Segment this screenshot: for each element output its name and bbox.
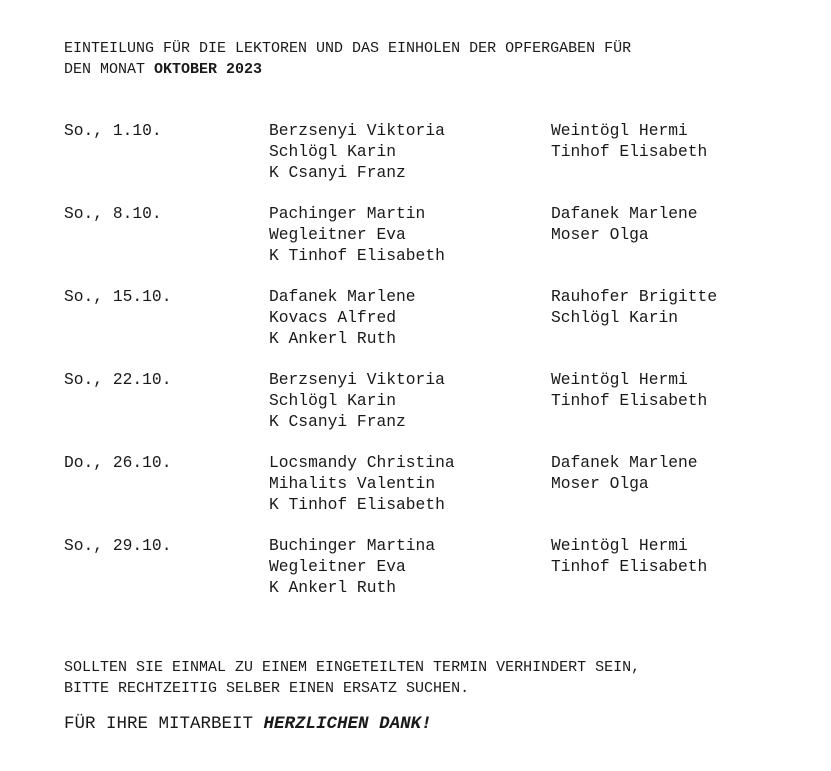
lector-name: Dafanek Marlene	[269, 287, 416, 306]
collector-name: Schlögl Karin	[551, 307, 679, 327]
schedule-list	[64, 121, 784, 619]
closing-emphasis: HERZLICHEN DANK!	[263, 714, 432, 734]
collectors-column	[551, 536, 707, 578]
header-month-prefix: DEN MONAT	[64, 61, 155, 78]
lector-name: Schlögl Karin	[269, 141, 397, 161]
entry-date: So., 29.10.	[64, 536, 172, 555]
entry-date: So., 22.10.	[64, 370, 172, 389]
header-line-1: EINTEILUNG FÜR DIE LEKTOREN UND DAS EINHOLEN DER OPFERGABEN FÜR	[64, 40, 632, 57]
collector-name: Tinhof Elisabeth	[551, 556, 708, 576]
entry-date: So., 1.10.	[64, 121, 162, 140]
collectors-column	[551, 287, 717, 329]
collector-name: Weintögl Hermi	[551, 370, 688, 389]
header-line-2	[64, 59, 631, 80]
entry-date: Do., 26.10.	[64, 453, 172, 472]
closing-prefix: FÜR IHRE MITARBEIT	[64, 714, 264, 734]
schedule-entry	[64, 453, 784, 536]
header-month: OKTOBER 2023	[154, 61, 263, 78]
lector-name: Pachinger Martin	[269, 204, 426, 223]
footer-note	[64, 657, 640, 699]
schedule-entry	[64, 370, 784, 453]
collector-name: Dafanek Marlene	[551, 204, 698, 223]
document-header	[64, 38, 631, 80]
collector-name: Weintögl Hermi	[551, 536, 688, 555]
footer-line-2: BITTE RECHTZEITIG SELBER EINEN ERSATZ SUCHEN.	[64, 680, 470, 697]
lector-name: Berzsenyi Viktoria	[269, 121, 445, 140]
schedule-entry	[64, 536, 784, 619]
lectors-column	[269, 536, 435, 598]
schedule-entry	[64, 204, 784, 287]
footer-line-1: SOLLTEN SIE EINMAL ZU EINEM EINGETEILTEN TERMIN VERHINDERT SEIN,	[64, 659, 641, 676]
lectors-column	[269, 370, 445, 432]
collector-name: Weintögl Hermi	[551, 121, 688, 140]
lector-name: K Ankerl Ruth	[269, 577, 397, 597]
lector-name: K Csanyi Franz	[269, 411, 406, 431]
collectors-column	[551, 204, 698, 246]
collector-name: Tinhof Elisabeth	[551, 141, 708, 161]
lector-name: K Tinhof Elisabeth	[269, 245, 445, 265]
lector-name: Mihalits Valentin	[269, 473, 436, 493]
lector-name: Wegleitner Eva	[269, 224, 406, 244]
schedule-entry	[64, 121, 784, 204]
entry-date: So., 15.10.	[64, 287, 172, 306]
lector-name: Kovacs Alfred	[269, 307, 397, 327]
lector-name: K Tinhof Elisabeth	[269, 494, 445, 514]
lector-name: Schlögl Karin	[269, 390, 397, 410]
lectors-column	[269, 204, 445, 266]
lector-name: Locsmandy Christina	[269, 453, 455, 472]
collector-name: Tinhof Elisabeth	[551, 390, 708, 410]
collectors-column	[551, 121, 707, 163]
closing-line	[64, 713, 432, 735]
lector-name: K Ankerl Ruth	[269, 328, 397, 348]
lectors-column	[269, 121, 445, 183]
lector-name: Buchinger Martina	[269, 536, 436, 555]
collector-name: Moser Olga	[551, 224, 649, 244]
entry-date: So., 8.10.	[64, 204, 162, 223]
lectors-column	[269, 287, 416, 349]
collector-name: Dafanek Marlene	[551, 453, 698, 472]
schedule-entry	[64, 287, 784, 370]
collector-name: Moser Olga	[551, 473, 649, 493]
lector-name: K Csanyi Franz	[269, 162, 406, 182]
collectors-column	[551, 370, 707, 412]
lector-name: Wegleitner Eva	[269, 556, 406, 576]
lector-name: Berzsenyi Viktoria	[269, 370, 445, 389]
lectors-column	[269, 453, 455, 515]
collectors-column	[551, 453, 698, 495]
collector-name: Rauhofer Brigitte	[551, 287, 718, 306]
